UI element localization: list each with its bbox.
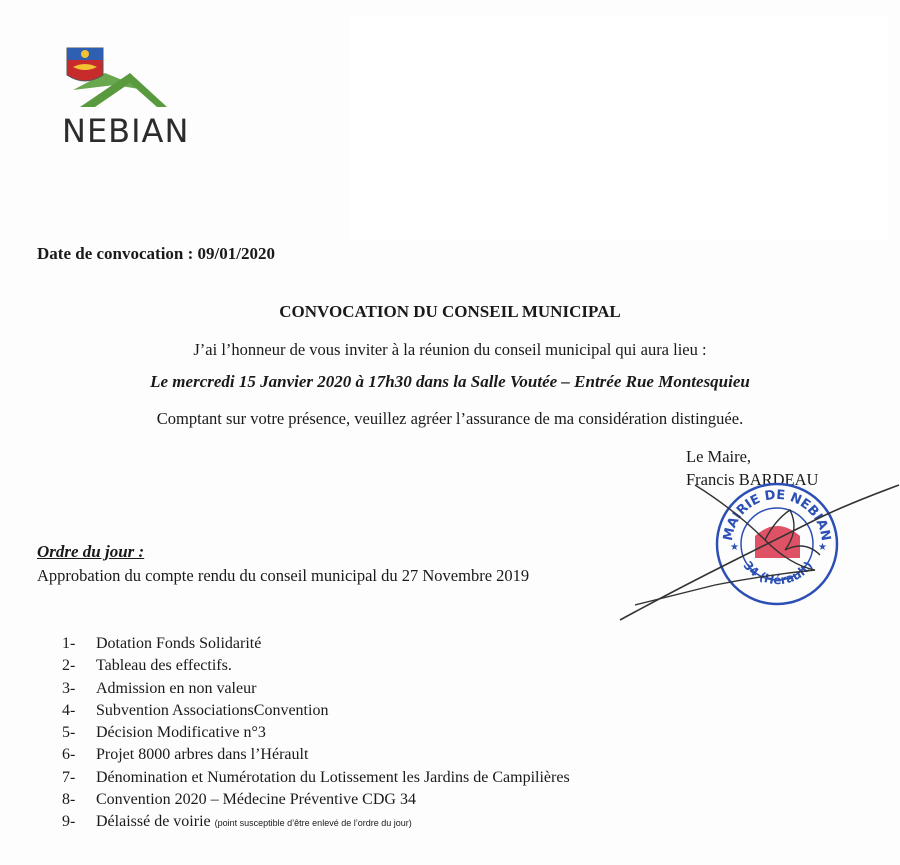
agenda-item: 8- Convention 2020 – Médecine Préventive CDG 34 bbox=[62, 791, 416, 809]
signatory-name: Francis BARDEAU bbox=[686, 470, 819, 489]
redacted-address-box bbox=[350, 15, 888, 240]
svg-text:★: ★ bbox=[818, 542, 827, 553]
agenda-item: 2- Tableau des effectifs. bbox=[62, 657, 232, 675]
signature-scribble bbox=[615, 480, 900, 625]
agenda-heading: Ordre du jour : bbox=[37, 542, 145, 561]
agenda-item: 3- Admission en non valeur bbox=[62, 679, 257, 697]
agenda-item: 4- Subvention AssociationsConvention bbox=[62, 701, 329, 719]
stamp-top-text: MAIRIE DE NEBIAN bbox=[720, 487, 834, 543]
document-title: CONVOCATION DU CONSEIL MUNICIPAL bbox=[279, 302, 621, 321]
agenda-item-note: (point susceptible d’être enlevé de l’ordre du jour) bbox=[214, 818, 412, 829]
stamp-bottom-text: 34 (Hérault) bbox=[740, 558, 816, 588]
agenda-item: 9- Délaissé de voirie (point susceptible d’être enlevé de l’ordre du jour) bbox=[62, 813, 412, 831]
signatory-role: Le Maire, bbox=[686, 447, 752, 466]
agenda-item: 5- Décision Modificative n°3 bbox=[62, 724, 266, 742]
agenda-list bbox=[62, 633, 570, 834]
meeting-details: Le mercredi 15 Janvier 2020 à 17h30 dans la Salle Voutée – Entrée Rue Montesquieu bbox=[150, 372, 750, 391]
logo-text: NEBIAN bbox=[62, 112, 190, 150]
mayor-signature bbox=[615, 480, 900, 625]
closing-formula: Comptant sur votre présence, veuillez agréer l’assurance de ma considération distinguée. bbox=[156, 409, 744, 428]
agenda-item: 6- Projet 8000 arbres dans l’Hérault bbox=[62, 746, 309, 764]
agenda-item: 1- Dotation Fonds Solidarité bbox=[62, 635, 262, 652]
agenda-item: 7- Dénomination et Numérotation du Lotissement les Jardins de Campilières bbox=[62, 768, 570, 786]
convocation-date: Date de convocation : 09/01/2020 bbox=[37, 244, 275, 263]
invitation-text: J’ai l’honneur de vous inviter à la réunion du conseil municipal qui aura lieu : bbox=[193, 340, 707, 359]
svg-text:★: ★ bbox=[730, 542, 739, 553]
agenda-approval: Approbation du compte rendu du conseil municipal du 27 Novembre 2019 bbox=[37, 566, 530, 585]
